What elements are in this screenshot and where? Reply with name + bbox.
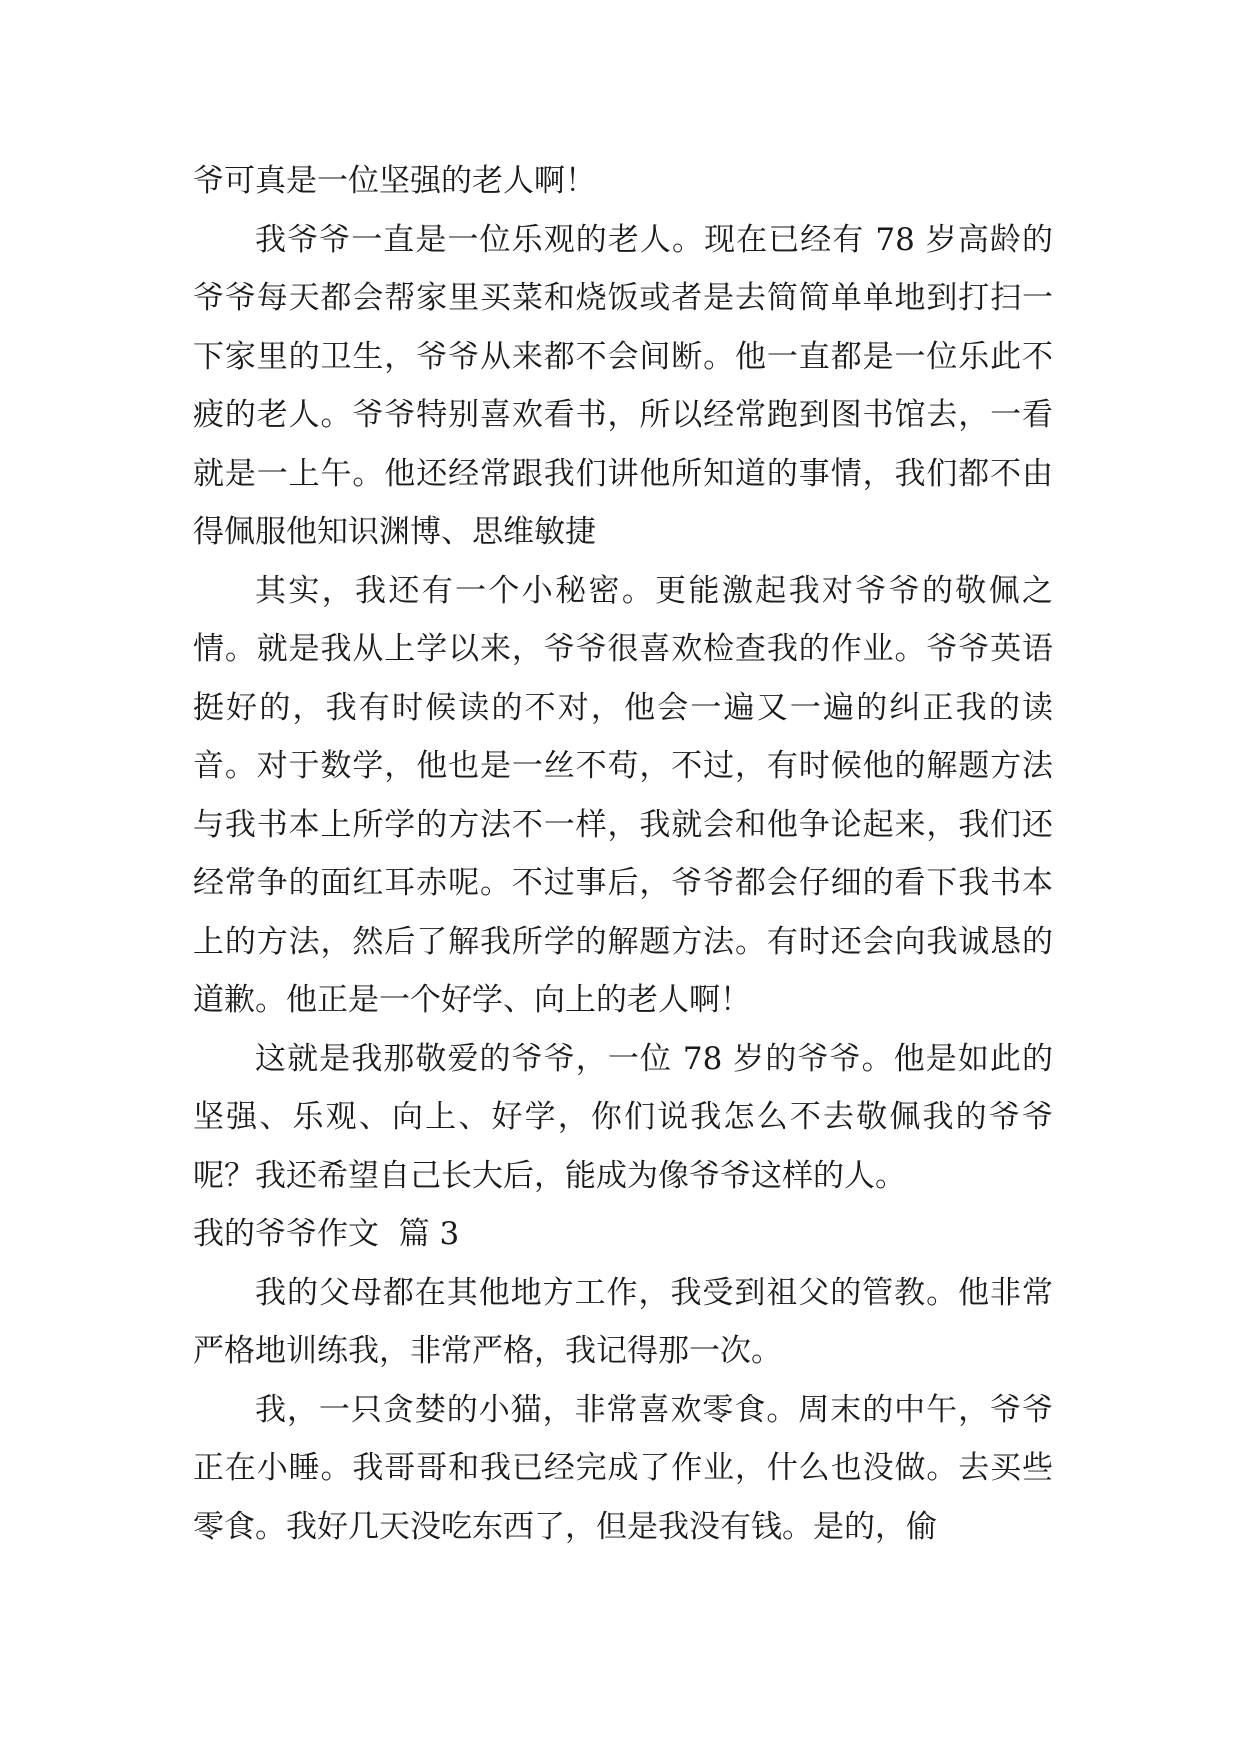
- paragraph: 其实，我还有一个小秘密。更能激起我对爷爷的敬佩之情。就是我从上学以来，爷爷很喜欢检查我的作业。爷爷英语挺好的，我有时候读的不对，他会一遍又一遍的纠正我的读音。对于数学，他也是一丝不苟，不过，有时候他的解题方法与我书本上所学的方法不一样，我就会和他争论起来，我们还经常争的面红耳赤呢。不过事后，爷爷都会仔细的看下我书本上的方法，然后了解我所学的解题方法。有时还会向我诚恳的道歉。他正是一个好学、向上的老人啊！: [193, 572, 1053, 1018]
- section-heading: 我的爷爷作文 篇 3: [193, 1216, 460, 1252]
- document-body: [193, 152, 1053, 1556]
- paragraph-continuation: 爷可真是一位坚强的老人啊！: [193, 163, 596, 199]
- paragraph: 这就是我那敬爱的爷爷，一位 78 岁的爷爷。他是如此的坚强、乐观、向上、好学，你们说我怎么不去敬佩我的爷爷呢？我还希望自己长大后，能成为像爷爷这样的人。: [193, 1040, 1053, 1194]
- paragraph: 我的父母都在其他地方工作，我受到祖父的管教。他非常严格地训练我，非常严格，我记得那一次。: [193, 1274, 1053, 1369]
- paragraph: 我，一只贪婪的小猫，非常喜欢零食。周末的中午，爷爷正在小睡。我哥哥和我已经完成了作业，什么也没做。去买些零食。我好几天没吃东西了，但是我没有钱。是的，偷: [193, 1391, 1053, 1545]
- paragraph: 我爷爷一直是一位乐观的老人。现在已经有 78 岁高龄的爷爷每天都会帮家里买菜和烧饭或者是去简简单单地到打扫一下家里的卫生，爷爷从来都不会间断。他一直都是一位乐此不疲的老人。爷爷特别喜欢看书，所以经常跑到图书馆去，一看就是一上午。他还经常跟我们讲他所知道的事情，我们都不由得佩服他知识渊博、思维敏捷: [193, 221, 1053, 550]
